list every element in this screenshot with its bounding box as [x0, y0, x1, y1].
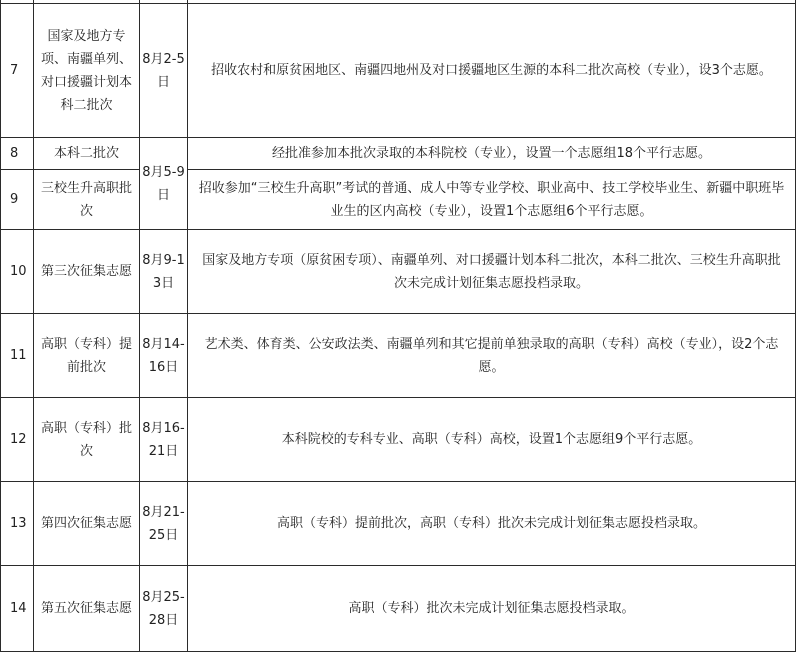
row-number: 9: [1, 170, 34, 230]
batch-description: 国家及地方专项（原贫困专项）、南疆单列、对口援疆计划本科二批次，本科二批次、三校生升高职批次未完成计划征集志愿投档录取。: [188, 230, 796, 314]
admission-date: 8月5-9日: [140, 138, 188, 230]
row-number: 7: [1, 4, 34, 138]
batch-description: 招收农村和原贫困地区、南疆四地州及对口援疆地区生源的本科二批次高校（专业），设3个志愿。: [188, 4, 796, 138]
batch-name: 第三次征集志愿: [34, 230, 140, 314]
table-row: [1, 482, 796, 566]
row-number: 10: [1, 230, 34, 314]
admission-date: 8月14-16日: [140, 314, 188, 398]
batch-description: 本科院校的专科专业、高职（专科）高校，设置1个志愿组9个平行志愿。: [188, 398, 796, 482]
admission-date: 8月21-25日: [140, 482, 188, 566]
batch-name: 三校生升高职批次: [34, 170, 140, 230]
admission-date: 8月16-21日: [140, 398, 188, 482]
table-row: [1, 138, 796, 170]
batch-description: 艺术类、体育类、公安政法类、南疆单列和其它提前单独录取的高职（专科）高校（专业），设2个志愿。: [188, 314, 796, 398]
batch-name: 高职（专科）提前批次: [34, 314, 140, 398]
admission-date: 8月25-28日: [140, 566, 188, 652]
row-number: 14: [1, 566, 34, 652]
admission-date: 8月9-13日: [140, 230, 188, 314]
table-row: [1, 314, 796, 398]
admission-date: 8月2-5日: [140, 4, 188, 138]
table-row: [1, 170, 796, 230]
batch-name: 本科二批次: [34, 138, 140, 170]
batch-description: 高职（专科）批次未完成计划征集志愿投档录取。: [188, 566, 796, 652]
batch-description: 高职（专科）提前批次，高职（专科）批次未完成计划征集志愿投档录取。: [188, 482, 796, 566]
table-row: [1, 4, 796, 138]
table-row: [1, 398, 796, 482]
table-row: [1, 230, 796, 314]
row-number: 12: [1, 398, 34, 482]
batch-name: 第五次征集志愿: [34, 566, 140, 652]
batch-name: 高职（专科）批次: [34, 398, 140, 482]
row-number: 13: [1, 482, 34, 566]
batch-description: 招收参加“三校生升高职”考试的普通、成人中等专业学校、职业高中、技工学校毕业生、新疆中职班毕业生的区内高校（专业），设置1个志愿组6个平行志愿。: [188, 170, 796, 230]
batch-description: 经批准参加本批次录取的本科院校（专业），设置一个志愿组18个平行志愿。: [188, 138, 796, 170]
row-number: 8: [1, 138, 34, 170]
row-number: 11: [1, 314, 34, 398]
batch-name: 第四次征集志愿: [34, 482, 140, 566]
batch-name: 国家及地方专项、南疆单列、对口援疆计划本科二批次: [34, 4, 140, 138]
table-row: [1, 566, 796, 652]
